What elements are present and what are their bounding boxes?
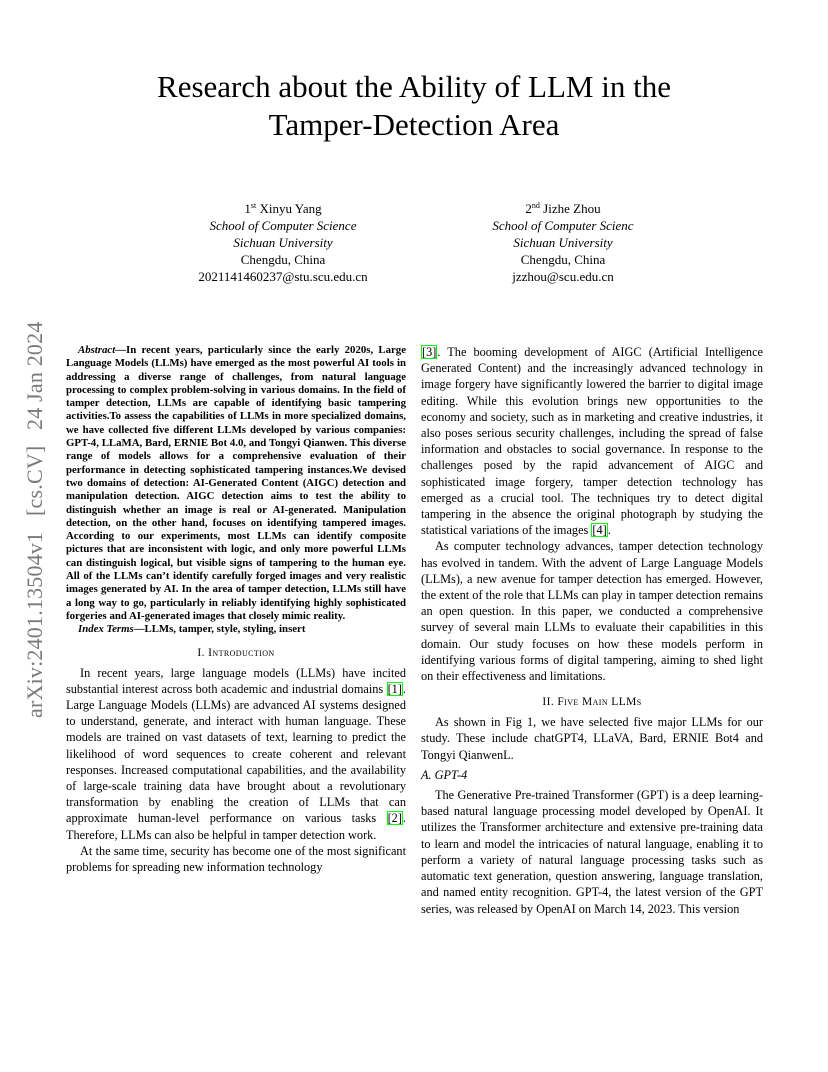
arxiv-id: arXiv:2401.13504v1 (22, 532, 47, 719)
index-terms-text: —LLMs, tamper, style, styling, insert (133, 623, 306, 636)
index-terms-label: Index Terms (78, 623, 134, 636)
arxiv-date: 24 Jan 2024 (22, 321, 47, 431)
author-name-line (443, 200, 683, 217)
section-heading-introduction: I. Introduction (197, 646, 275, 659)
author-ordinal: 1 (244, 201, 251, 216)
author-name-line (163, 200, 403, 217)
author-department: School of Computer Scienc (492, 218, 634, 233)
right-column (421, 344, 763, 917)
subsection-heading-gpt4: A. GPT-4 (421, 767, 468, 782)
arxiv-category: [cs.CV] (22, 445, 47, 517)
abstract-text: —In recent years, particularly since the early 2020s, Large Language Models (LLMs) have emerged as the most powerful AI tools in addressing a diverse range of challenges, from natural language processing to complex problem-solving in various domains. In the field of tamper detection, LLMs are capable of identifying basic tampering activities.To assess the capabilities of LLMs in more specialized domains, we have collected five different LLMs developed by various companies: GPT-4, LLaMA, Bard, ERNIE Bot 4.0, and Tongyi Qianwen. This diverse range of models allows for a comprehensive evaluation of their performance in detecting sophisticated tampering instances.We devised two domains of detection: AI-Generated Content (AIGC) detection and manipulation detection. AIGC detection aims to test the ability to distinguish whether an image is real or AI-generated. Manipulation detection, on the other hand, focuses on identifying tampered images. According to our experiments, most LLMs can identify composite pictures that are inconsistent with logic, and only more powerful LLMs can distinguish logical, but visible signs of tampering to the human eye. All of the LLMs can’t identify carefully forged images and very realistic images generated by AI. In the area of tamper detection, LLMs still have a long way to go, particularly in reliably identifying highly sophisticated forgeries and AI-generated images that closely mimic reality. (66, 344, 406, 622)
author-block-2 (443, 200, 683, 285)
intro-paragraph-1 (66, 665, 406, 843)
arxiv-sidebar-stamp (22, 290, 52, 760)
author-ordinal-suffix: st (250, 201, 257, 210)
paragraph-text: . (607, 523, 611, 538)
author-department: School of Computer Science (209, 218, 357, 233)
section-heading-five-main-llms: II. Five Main LLMs (542, 696, 642, 709)
abstract (66, 344, 406, 623)
citation-link-1[interactable]: [1] (387, 681, 402, 696)
intro-paragraph-4: As computer technology advances, tamper detection technology has evolved in tandem. With the advent of Large Language Models (LLMs), a new avenue for tamper detection has emerged. However, the extent of the role that LLMs can play in tamper detection remains an open question. In this paper, we conducted a comprehensive survey of several main LLMs to evaluate their capabilities in this domain. Our study focuses on how these models perform in identifying various forms of digital tampering, aiming to shed light on their effectiveness and limitations. (421, 539, 763, 684)
citation-link-3[interactable]: [3] (422, 345, 437, 359)
paragraph-text: . Therefore, LLMs can also be helpful in tamper detection work. (66, 811, 406, 842)
intro-paragraph-3 (421, 344, 763, 538)
llms-paragraph-1: As shown in Fig 1, we have selected five major LLMs for our study. These include chatGPT4, LLaVA, Bard, ERNIE Bot4 and Tongyi QianwenL. (421, 715, 763, 762)
author-email: 2021141460237@stu.scu.edu.cn (198, 269, 368, 284)
author-name: Xinyu Yang (259, 201, 322, 216)
intro-paragraph-2: At the same time, security has become one of the most significant problems for spreading new information technology (66, 843, 406, 874)
citation-link-4[interactable]: [4] (592, 523, 607, 538)
abstract-label: Abstract (78, 344, 116, 356)
paragraph-text: In recent years, large language models (LLMs) have incited substantial interest across both academic and industrial domains (66, 665, 406, 696)
author-city: Chengdu, China (520, 252, 606, 267)
author-university: Sichuan University (233, 235, 333, 250)
author-email: jzzhou@scu.edu.cn (512, 269, 614, 284)
citation-link-2[interactable]: [2] (387, 811, 402, 826)
paragraph-text: . Large Language Models (LLMs) are advanced AI systems designed to understand, generate, and interact with human language. These models are trained on vast datasets of text, learning to predict the likelihood of word sequences to create coherent and relevant responses. Increased computational capabilities, and the availability of large-scale training data have brought about a revolutionary transformation by enabling the creation of LLMs that can approximate human-level performance on various tasks (66, 681, 406, 826)
index-terms (66, 623, 406, 636)
author-name: Jizhe Zhou (543, 201, 601, 216)
author-ordinal-suffix: nd (531, 201, 540, 210)
author-block-1 (163, 200, 403, 285)
gpt4-paragraph-1: The Generative Pre-trained Transformer (GPT) is a deep learning-based natural language processing model developed by OpenAI. It utilizes the Transformer architecture and extensive pre-training data to learn and model the intricacies of natural language, enabling it to perform a variety of natural language processing tasks such as automatic text generation, question answering, language translation, and named entity recognition. GPT-4, the latest version of the GPT series, was released by OpenAI on March 14, 2023. This version (421, 788, 763, 916)
paper-title: Research about the Ability of LLM in the Tamper-Detection Area (157, 69, 671, 142)
author-ordinal: 2 (525, 201, 532, 216)
author-university: Sichuan University (513, 235, 613, 250)
author-city: Chengdu, China (240, 252, 326, 267)
paragraph-text: . The booming development of AIGC (Artificial Intelligence Generated Content) and the increasingly advanced technology in image forgery have significantly lowered the barrier to digital image editing. While this evolution brings new opportunities to the economy and society, such as in marketing and creative industries, it also poses serious security challenges, including the spread of false information and obstacles to social governance. In response to the challenges posed by the rapid advancement of AIGC and sophisticated image forgery, tamper detection technology has emerged as a crucial tool. The techniques try to detect digital tampering in the absence the original photograph by studying the statistical variations of the images (421, 345, 763, 538)
left-column (66, 344, 406, 875)
